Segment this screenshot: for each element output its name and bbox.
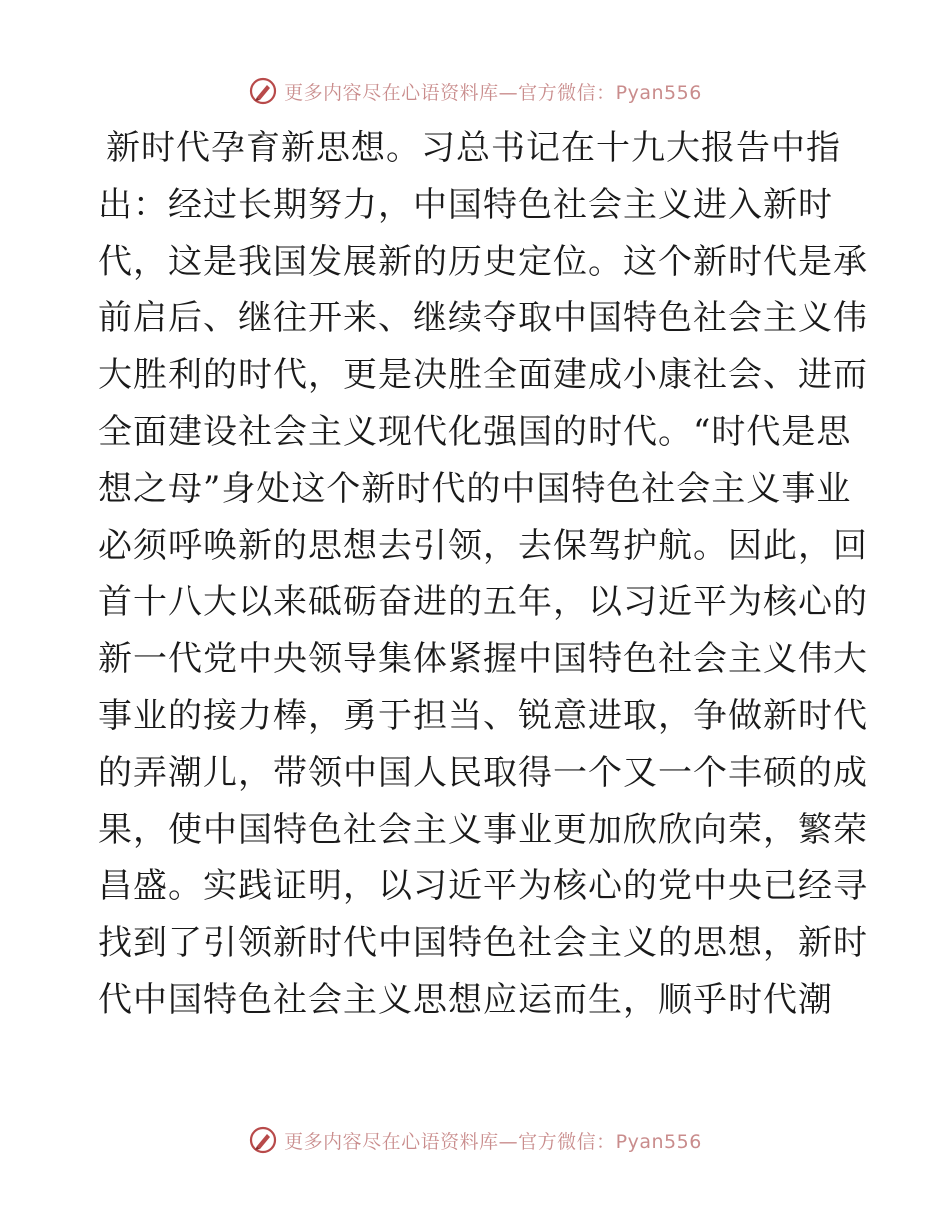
body-line-10: 新一代党中央领导集体紧握中国特色社会主义伟大 <box>98 639 868 680</box>
footer-banner-text: 更多内容尽在心语资料库—官方微信：Pyan556 <box>284 1130 702 1153</box>
body-line-14: 昌盛。实践证明，以习近平为核心的党中央已经寻 <box>98 866 868 907</box>
document-body <box>98 120 868 1029</box>
body-line-9: 首十八大以来砥砺奋进的五年，以习近平为核心的 <box>98 582 868 623</box>
body-line-1: 新时代孕育新思想。习总书记在十九大报告中指 <box>106 128 841 168</box>
body-line-11: 事业的接力棒，勇于担当、锐意进取，争做新时代 <box>98 695 868 736</box>
header-banner-text: 更多内容尽在心语资料库—官方微信：Pyan556 <box>284 81 702 104</box>
body-line-15: 找到了引领新时代中国特色社会主义的思想，新时 <box>98 923 868 964</box>
body-line-3: 代，这是我国发展新的历史定位。这个新时代是承 <box>98 241 868 282</box>
body-line-8: 必须呼唤新的思想去引领，去保驾护航。因此，回 <box>98 525 868 566</box>
footer-banner <box>0 1120 950 1160</box>
body-line-4: 前启后、继往开来、继续夺取中国特色社会主义伟 <box>98 298 868 339</box>
body-line-7: 想之母”身处这个新时代的中国特色社会主义事业 <box>98 468 852 509</box>
pen-logo-icon <box>248 76 278 106</box>
body-line-2: 出：经过长期努力，中国特色社会主义进入新时 <box>98 184 833 225</box>
body-line-13: 果，使中国特色社会主义事业更加欣欣向荣，繁荣 <box>98 809 868 850</box>
pen-logo-icon <box>248 1125 278 1155</box>
body-line-6: 全面建设社会主义现代化强国的时代。“时代是思 <box>98 411 852 452</box>
body-line-12: 的弄潮儿，带领中国人民取得一个又一个丰硕的成 <box>98 752 868 793</box>
header-banner <box>0 71 950 111</box>
body-line-16: 代中国特色社会主义思想应运而生，顺乎时代潮 <box>98 979 833 1020</box>
body-line-5: 大胜利的时代，更是决胜全面建成小康社会、进而 <box>98 355 868 396</box>
